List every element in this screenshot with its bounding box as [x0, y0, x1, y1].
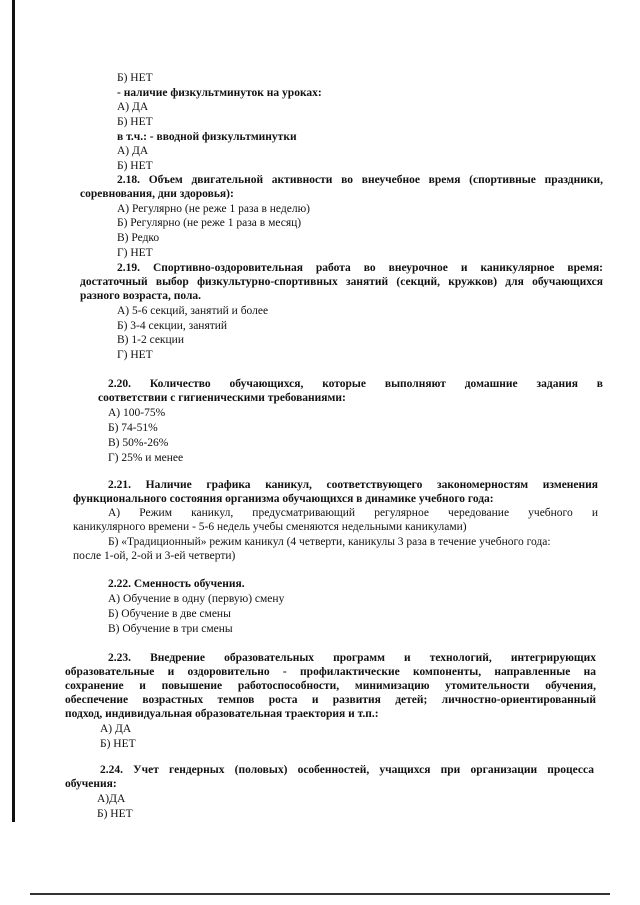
question-2-19-title: разного возраста, пола. [80, 290, 202, 302]
criterion-line: в т.ч.: - вводной физкультминутки [117, 131, 297, 143]
scan-border-left [12, 0, 15, 822]
question-2-22-title: 2.22. Сменность обучения. [108, 578, 245, 590]
question-2-19-title: 2.19. Спортивно-оздоровительная работа во внеурочное и каникулярное время: [117, 262, 603, 274]
option-line: Б) Обучение в две смены [108, 608, 231, 620]
question-2-18-title: соревнования, дни здоровья): [80, 188, 234, 200]
question-2-24-title: обучения: [65, 778, 117, 790]
option-line: А) ДА [117, 101, 149, 113]
option-line: Б) НЕТ [100, 738, 136, 750]
option-line: Б) НЕТ [117, 160, 153, 172]
bottom-rule [30, 893, 610, 895]
option-line: Г) 25% и менее [108, 452, 184, 464]
option-line: Б) НЕТ [97, 808, 133, 820]
question-2-23-title: 2.23. Внедрение образовательных программ и технологий, интегрирующих [108, 652, 596, 664]
option-line: В) 50%-26% [108, 437, 169, 449]
question-2-23-title: обеспечение возрастных темпов роста и развития детей; личностно-ориентированный [65, 694, 596, 706]
option-line: Б) 3-4 секции, занятий [117, 320, 228, 332]
option-line: Б) НЕТ [117, 72, 153, 84]
option-line: А)ДА [97, 793, 126, 805]
question-2-23-title: образовательные и оздоровительно - профилактические компоненты, направленные на [65, 666, 596, 678]
option-line: А) Режим каникул, предусматривающий регулярное чередование учебного и [108, 507, 598, 519]
option-line: В) Редко [117, 232, 160, 244]
question-2-21-title: функционального состояния организма обучающихся в динамике учебного года: [73, 493, 494, 505]
question-2-21-title: 2.21. Наличие графика каникул, соответствующего закономерностям изменения [108, 479, 598, 491]
option-line: А) ДА [117, 145, 149, 157]
question-2-18-title: 2.18. Объем двигательной активности во внеучебное время (спортивные праздники, [117, 174, 603, 186]
question-2-19-title: достаточный выбор физкультурно-спортивных занятий (секций, кружков) для обучающихся [80, 276, 603, 288]
option-line: Г) НЕТ [117, 349, 153, 361]
question-2-24-title: 2.24. Учет гендерных (половых) особенностей, учащихся при организации процесса [100, 764, 594, 776]
option-line: Б) «Традиционный» режим каникул (4 четверти, каникулы 3 раза в течение учебного года: [108, 536, 551, 548]
option-line: А) Обучение в одну (первую) смену [108, 593, 285, 605]
option-line: А) Регулярно (не реже 1 раза в неделю) [117, 203, 310, 215]
question-2-20-title: 2.20. Количество обучающихся, которые выполняют домашние задания в [108, 378, 603, 390]
question-2-20-title: соответствии с гигиеническими требованиями: [98, 392, 346, 404]
option-line: В) Обучение в три смены [108, 623, 233, 635]
option-line: А) ДА [100, 723, 132, 735]
question-2-23-title: подход, индивидуальная образовательная траектория и т.п.: [65, 708, 379, 720]
option-line: Б) 74-51% [108, 422, 158, 434]
option-line: каникулярного времени - 5-6 недель учебы сменяются недельными каникулами) [73, 521, 467, 533]
option-line: Г) НЕТ [117, 247, 153, 259]
option-line: В) 1-2 секции [117, 334, 184, 346]
option-line: А) 5-6 секций, занятий и более [117, 305, 269, 317]
question-2-23-title: сохранение и повышение работоспособности, минимизацию утомительности обучения, [65, 680, 596, 692]
option-line: после 1-ой, 2-ой и 3-ей четверти) [73, 550, 236, 562]
option-line: Б) Регулярно (не реже 1 раза в месяц) [117, 217, 302, 229]
option-line: А) 100-75% [108, 407, 166, 419]
option-line: Б) НЕТ [117, 116, 153, 128]
criterion-line: - наличие физкультминуток на уроках: [117, 87, 322, 99]
